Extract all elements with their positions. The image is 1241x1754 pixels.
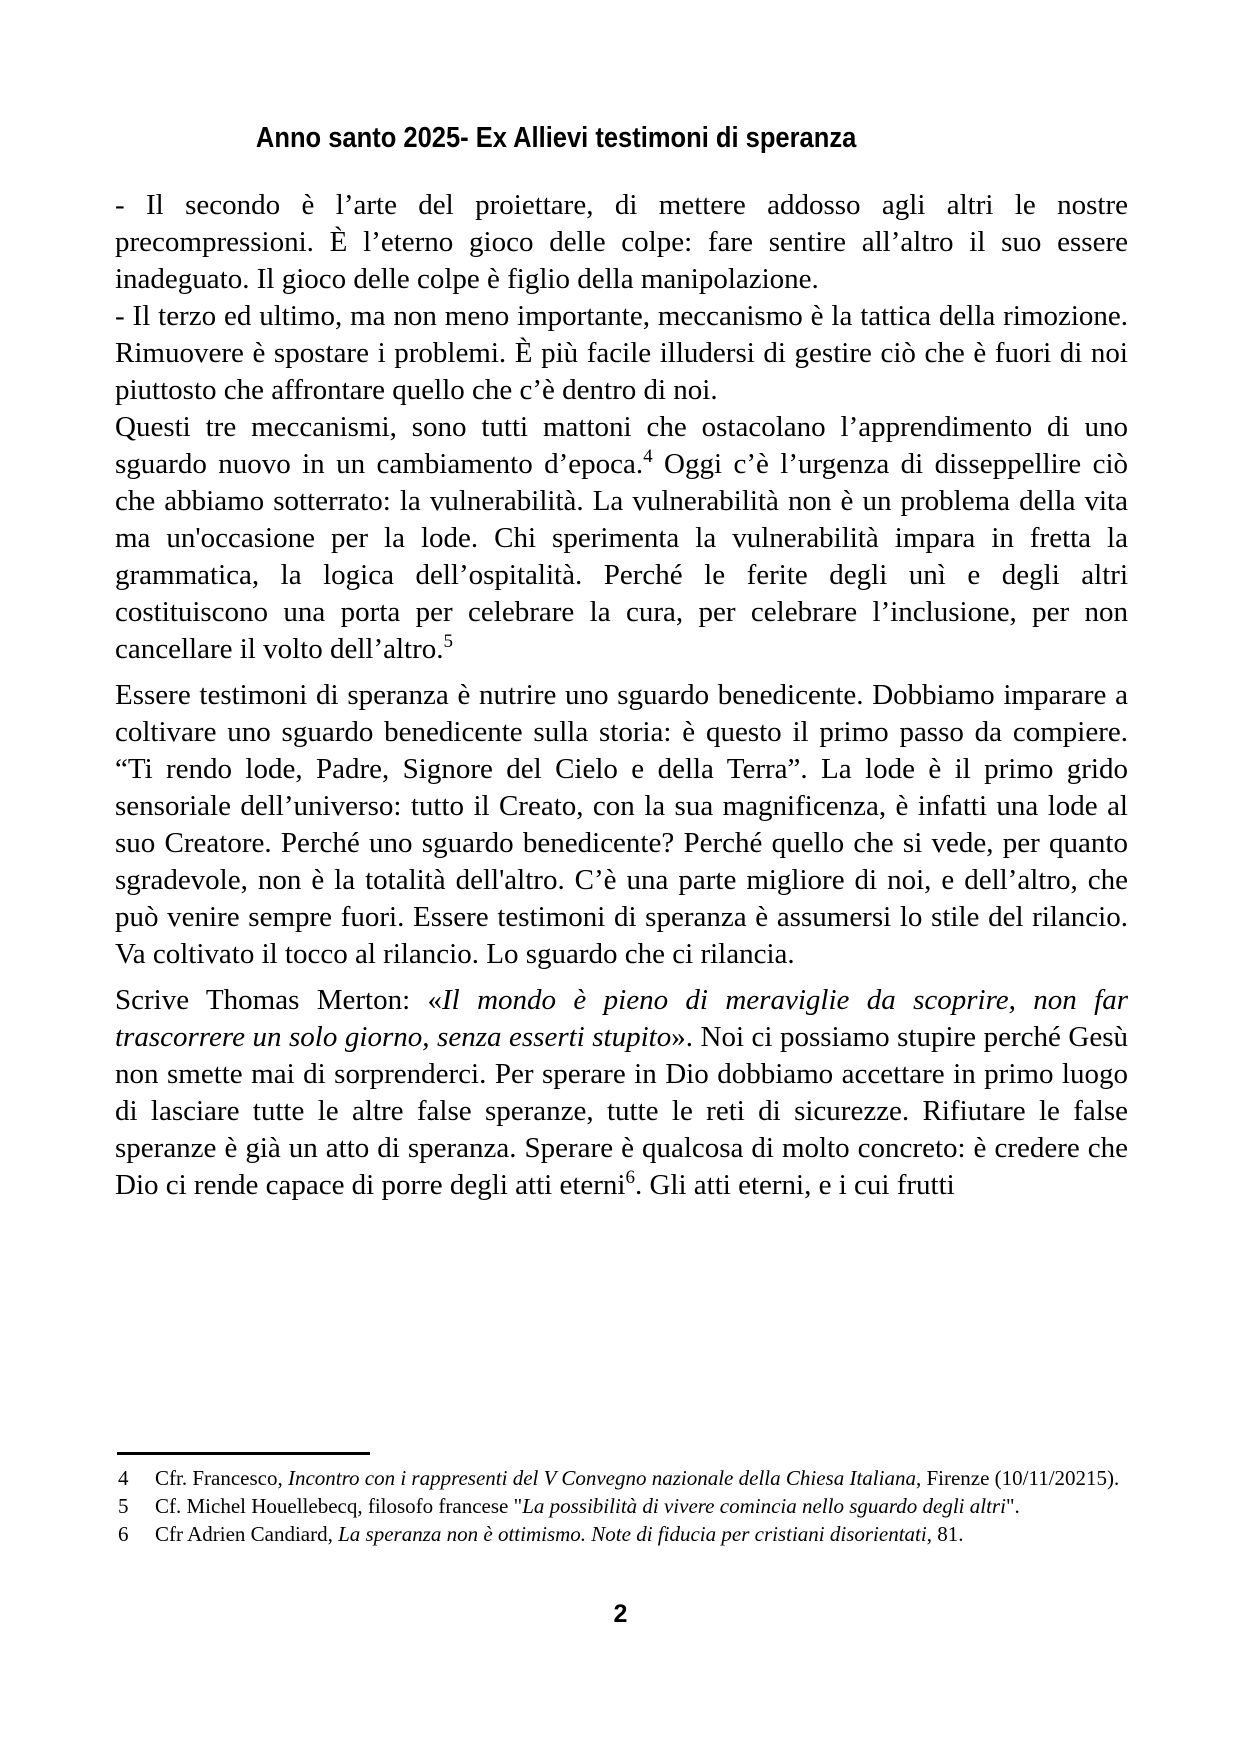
footnote [115,1493,1128,1519]
text-segment: , Firenze (10/11/20215). [915,1466,1120,1490]
text-segment: Scrive Thomas Merton: « [115,984,443,1016]
footnote-reference: 6 [625,1167,635,1188]
footnote-text [155,1493,1128,1519]
text-segment: Cfr. Francesco, [155,1466,288,1490]
paragraph [115,187,1128,298]
text-segment: Questi tre meccanismi, sono tutti mattoni che ostacolano l’apprendimento di uno sguardo nuovo in un cambiamento d’epoca. [115,411,1128,480]
text-segment: ". [1005,1494,1020,1518]
text-segment: Oggi c’è l’urgenza di disseppellire ciò che abbiamo sotterrato: la vulnerabilità. La vulnerabilità non è un problema della vita ma un'occasione per la lode. Chi sperimenta la vulnerabilità impara in fretta la grammatica, la logica dell’ospitalità. Perché le ferite degli unì e degli altri costituiscono una porta per celebrare la cura, per celebrare l’inclusione, per non cancellare il volto dell’altro. [115,448,1128,665]
text-segment: Cfr Adrien Candiard, [155,1522,339,1546]
footnote-separator [117,1452,370,1455]
paragraph [115,982,1128,1204]
page-title-row [0,118,1112,158]
paragraph [115,409,1128,668]
text-segment: - Il secondo è l’arte del proiettare, di mettere addosso agli altri le nostre precompressioni. È l’eterno gioco delle colpe: fare sentire all’altro il suo essere inadeguato. Il gioco delle colpe è figlio della manipolazione. [115,189,1128,295]
text-segment: La possibilità di vivere comincia nello sguardo degli altri [522,1494,1006,1518]
paragraph [115,677,1128,973]
footnote-reference: 4 [643,446,653,467]
document-body [115,187,1128,1213]
text-segment: Cf. Michel Houellebecq, filosofo francese " [155,1494,523,1518]
text-segment: La speranza non è ottimismo. Note di fiducia per cristiani disorientati [338,1522,927,1546]
footnote-number: 6 [118,1522,129,1546]
footnote-area [115,1452,1128,1549]
text-segment: Essere testimoni di speranza è nutrire uno sguardo benedicente. Dobbiamo imparare a coltivare uno sguardo benedicente sulla storia: è questo il primo passo da compiere. “Ti rendo lode, Padre, Signore del Cielo e della Terra”. La lode è il primo grido sensoriale dell’universo: tutto il Creato, con la sua magnificenza, è infatti una lode al suo Creatore. Perché uno sguardo benedicente? Perché quello che si vede, per quanto sgradevole, non è la totalità dell'altro. C’è una parte migliore di noi, e dell’altro, che può venire sempre fuori. Essere testimoni di speranza è assumersi lo stile del rilancio. Va coltivato il tocco al rilancio. Lo sguardo che ci rilancia. [115,679,1128,970]
footnote-number: 4 [118,1466,129,1490]
page-number: 2 [613,1600,628,1628]
footnote-reference: 5 [443,631,454,652]
text-segment: - Il terzo ed ultimo, ma non meno importante, meccanismo è la tattica della rimozione. Rimuovere è spostare i problemi. È più facile illudersi di gestire ciò che è fuori di noi piuttosto che affrontare quello che c’è dentro di noi. [115,300,1128,406]
footnote [115,1521,1128,1547]
footnote [115,1465,1128,1491]
text-segment: Incontro con i rappresenti del V Convegno nazionale della Chiesa Italiana [287,1466,916,1490]
paragraph [115,298,1128,409]
page-title: Anno santo 2025- Ex Allievi testimoni di speranza [255,122,857,154]
footnote-text [155,1521,1128,1547]
text-segment: . Gli atti eterni, e i cui frutti [634,1169,955,1201]
footnote-text [155,1465,1128,1491]
footnotes [115,1465,1128,1547]
text-segment: ». Noi ci possiamo stupire perché Gesù non smette mai di sorprenderci. Per sperare in Dio dobbiamo accettare in primo luogo di lasciare tutte le altre false speranze, tutte le reti di sicurezze. Rifiutare le false speranze è già un atto di speranza. Sperare è qualcosa di molto concreto: è credere che Dio ci rende capace di porre degli atti eterni [115,1021,1128,1201]
text-segment: , 81. [926,1522,964,1546]
text-segment: Il mondo è pieno di meraviglie da scoprire, non far trascorrere un solo giorno, senza esserti stupito [115,984,1128,1053]
footnote-number: 5 [118,1494,129,1518]
